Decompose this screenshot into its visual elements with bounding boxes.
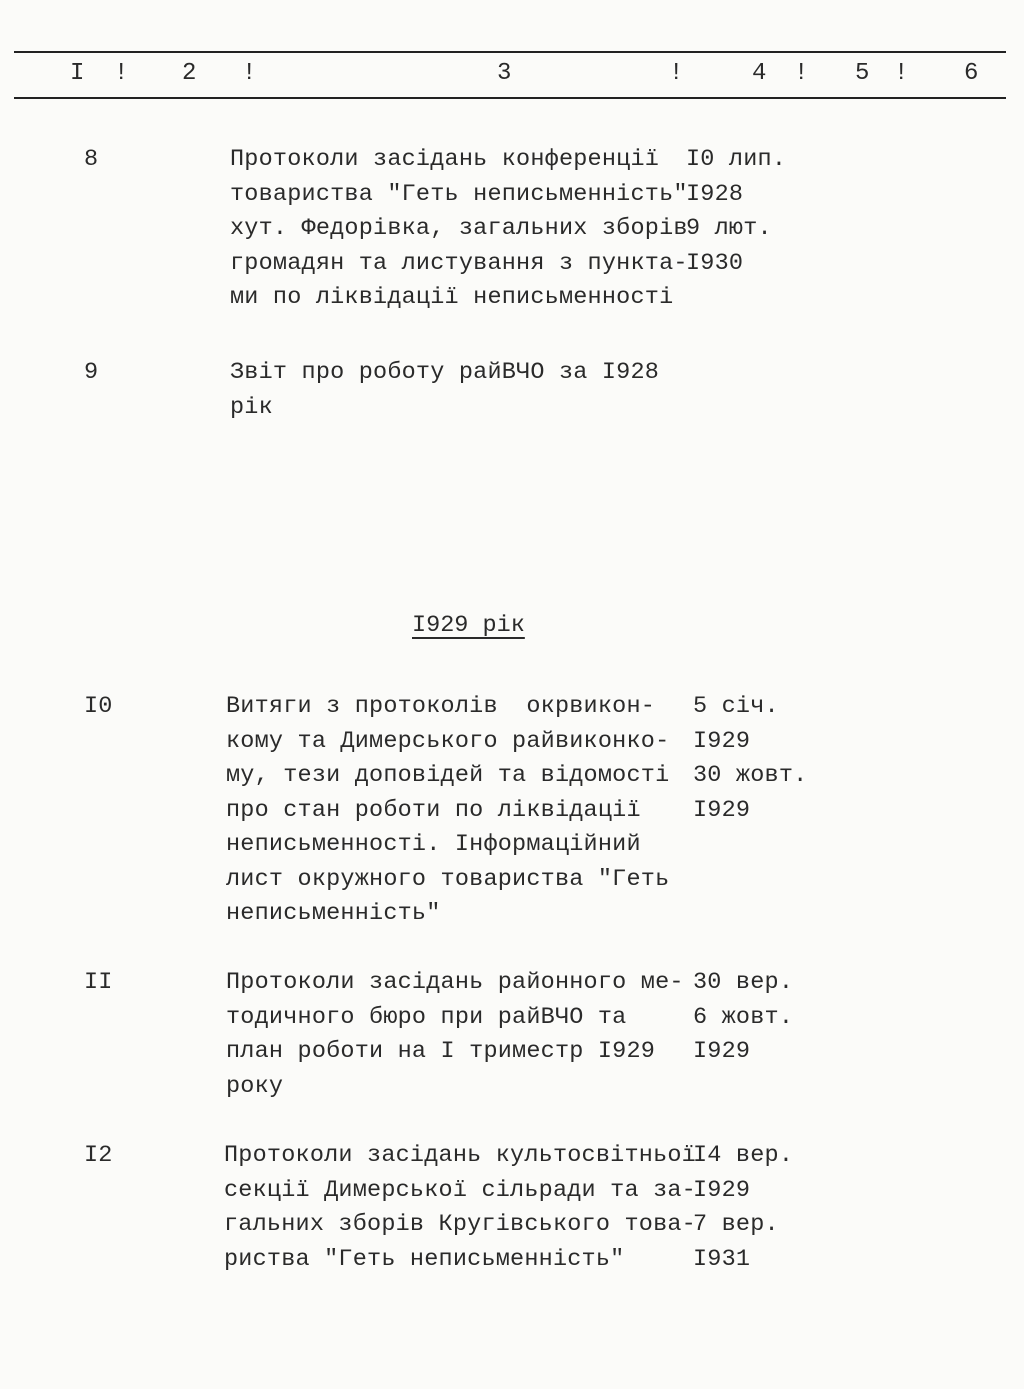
entry-date-line: I931 <box>693 1245 751 1273</box>
entry-title-line: лист окружного товариства "Геть <box>226 865 670 893</box>
entry-title <box>230 356 659 425</box>
entry-title <box>226 690 669 932</box>
entry-title-line: Протоколи засідань районного ме- <box>226 969 684 996</box>
entry-date-line: 7 вер. <box>693 1211 779 1238</box>
entry-title-line: секції Димерської сільради та за- <box>224 1176 696 1204</box>
entry-title <box>226 966 684 1104</box>
column-6: 6 <box>964 60 979 87</box>
column-3: 3 <box>497 60 512 87</box>
heading-1929: I929 рік <box>412 612 525 639</box>
entry-dates <box>686 143 786 281</box>
entry-date-line: 9 лют. <box>686 215 772 242</box>
column-separator: ! <box>894 60 909 87</box>
header-bottom-rule <box>14 97 1006 99</box>
column-5: 5 <box>855 60 870 87</box>
entry-date-line: I0 лип. <box>686 146 787 173</box>
entry-title-line: ми по ліквідації неписьменності <box>230 284 674 311</box>
entry-dates <box>693 1139 793 1277</box>
entry-number: II <box>84 969 113 996</box>
entry-date-line: 30 вер. <box>693 969 794 996</box>
entry-date-line: I929 <box>693 1038 751 1065</box>
entry-title-line: риства "Геть неписьменність" <box>224 1245 625 1273</box>
entry-title-line: план роботи на I триместр I929 <box>226 1038 656 1065</box>
entry-title-line: Звіт про роботу райВЧО за I928 <box>230 359 660 386</box>
entry-date-line: I930 <box>686 249 744 277</box>
entry-title-line: Протоколи засідань конференції <box>230 146 660 173</box>
column-2: 2 <box>182 60 197 87</box>
entry-title-line: му, тези доповідей та відомості <box>226 762 670 789</box>
entry-date-line: 5 січ. <box>693 693 779 720</box>
entry-number: I0 <box>84 693 113 720</box>
entry-date-line: I928 <box>686 180 744 208</box>
column-separator: ! <box>242 60 257 87</box>
entry-dates <box>693 690 807 828</box>
entry-date-line: 6 жовт. <box>693 1003 794 1031</box>
entry-date-line: I929 <box>693 796 751 824</box>
entry-title-line: тодичного бюро при райВЧО та <box>226 1003 627 1031</box>
header-top-rule <box>14 51 1006 53</box>
entry-title-line: громадян та листування з пункта- <box>230 249 688 277</box>
entry-date-line: I4 вер. <box>693 1142 794 1169</box>
entry-title-line: року <box>226 1072 284 1100</box>
entry-title-line: хут. Федорівка, загальних зборів <box>230 215 688 242</box>
entry-date-line: 30 жовт. <box>693 762 808 789</box>
column-separator: ! <box>669 60 684 87</box>
entry-title-line: товариства "Геть неписьменність" <box>230 180 688 208</box>
column-separator: ! <box>794 60 809 87</box>
entry-title-line: рік <box>230 393 273 421</box>
entry-title-line: неписьменності. Інформаційний <box>226 831 641 858</box>
column-1: I <box>70 60 85 87</box>
column-4: 4 <box>752 60 767 87</box>
entry-title-line: Витяги з протоколів окрвикон- <box>226 693 656 720</box>
entry-dates <box>693 966 793 1070</box>
entry-number: 8 <box>84 146 99 173</box>
entry-title-line: про стан роботи по ліквідації <box>226 796 641 824</box>
entry-number: I2 <box>84 1142 113 1169</box>
entry-title <box>224 1139 696 1277</box>
entry-title <box>230 143 688 316</box>
entry-title-line: неписьменність" <box>226 900 441 927</box>
column-separator: ! <box>114 60 129 87</box>
entry-date-line: I929 <box>693 727 751 755</box>
entry-title-line: кому та Димерського райвиконко- <box>226 727 670 755</box>
entry-number: 9 <box>84 359 99 386</box>
entry-title-line: Протоколи засідань культосвітньої <box>224 1142 696 1169</box>
entry-date-line: I929 <box>693 1176 751 1204</box>
entry-title-line: гальних зборів Кругівського това- <box>224 1211 696 1238</box>
